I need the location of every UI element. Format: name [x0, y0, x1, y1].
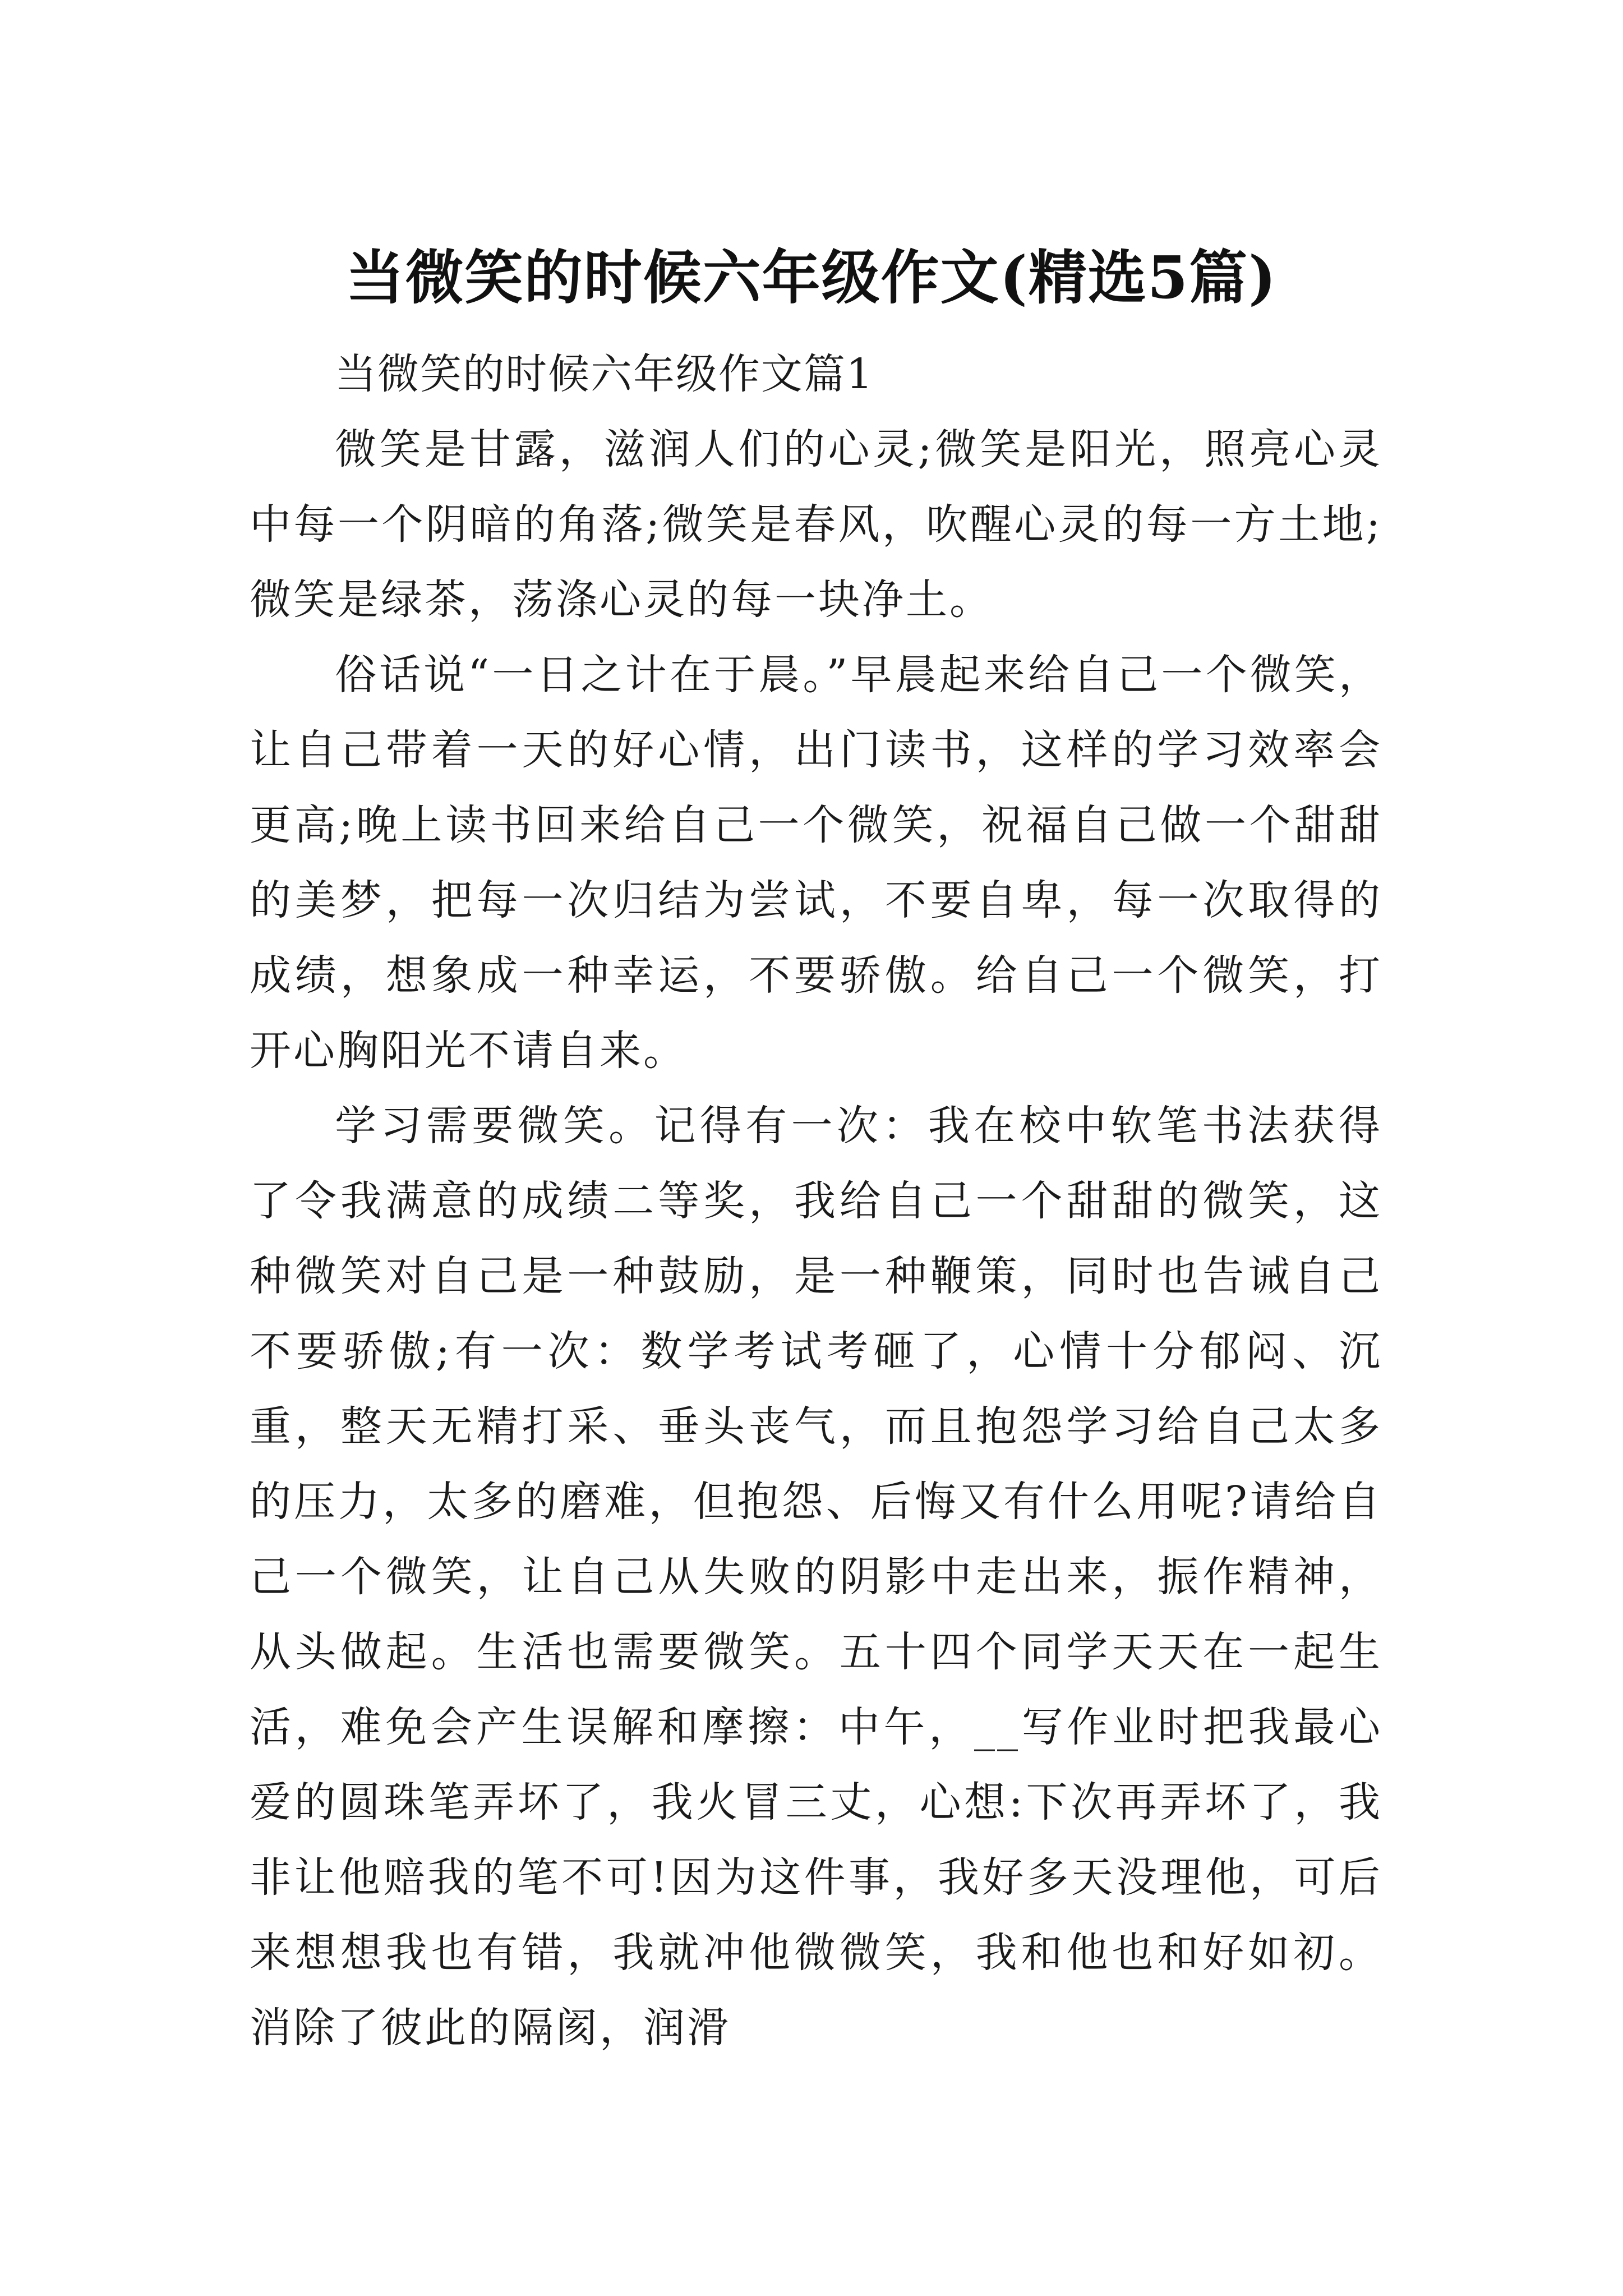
paragraph-1: 微笑是甘露，滋润人们的心灵;微笑是阳光，照亮心灵中每一个阴暗的角落;微笑是春风，吹醒心灵的每一方土地;微笑是绿茶，荡涤心灵的每一块净土。	[250, 425, 1382, 624]
paragraph-3: 学习需要微笑。记得有一次：我在校中软笔书法获得了令我满意的成绩二等奖，我给自己一个甜甜的微笑，这种微笑对自己是一种鼓励，是一种鞭策，同时也告诫自己不要骄傲;有一次：数学考试考砸了，心情十分郁闷、沉重，整天无精打采、垂头丧气，而且抱怨学习给自己太多的压力，太多的磨难，但抱怨、后悔又有什么用呢?请给自己一个微笑，让自己从失败的阴影中走出来，振作精神，从头做起。生活也需要微笑。五十四个同学天天在一起生活，难免会产生误解和摩擦：中午，__写作业时把我最心爱的圆珠笔弄坏了，我火冒三丈，心想:下次再弄坏了，我非让他赔我的笔不可!因为这件事，我好多天没理他，可后来想想我也有错，我就冲他微微笑，我和他也和好如初。消除了彼此的隔阂，润滑	[250, 1102, 1382, 2052]
document-title: 当微笑的时候六年级作文(精选5篇)	[345, 242, 1278, 312]
document-body	[250, 337, 1382, 2065]
section-heading: 当微笑的时候六年级作文篇1	[335, 350, 874, 398]
paragraph-2: 俗话说“一日之计在于晨。”早晨起来给自己一个微笑，让自己带着一天的好心情，出门读书，这样的学习效率会更高;晚上读书回来给自己一个微笑，祝福自己做一个甜甜的美梦，把每一次归结为尝试，不要自卑，每一次取得的成绩，想象成一种幸运，不要骄傲。给自己一个微笑，打开心胸阳光不请自来。	[250, 651, 1382, 1075]
